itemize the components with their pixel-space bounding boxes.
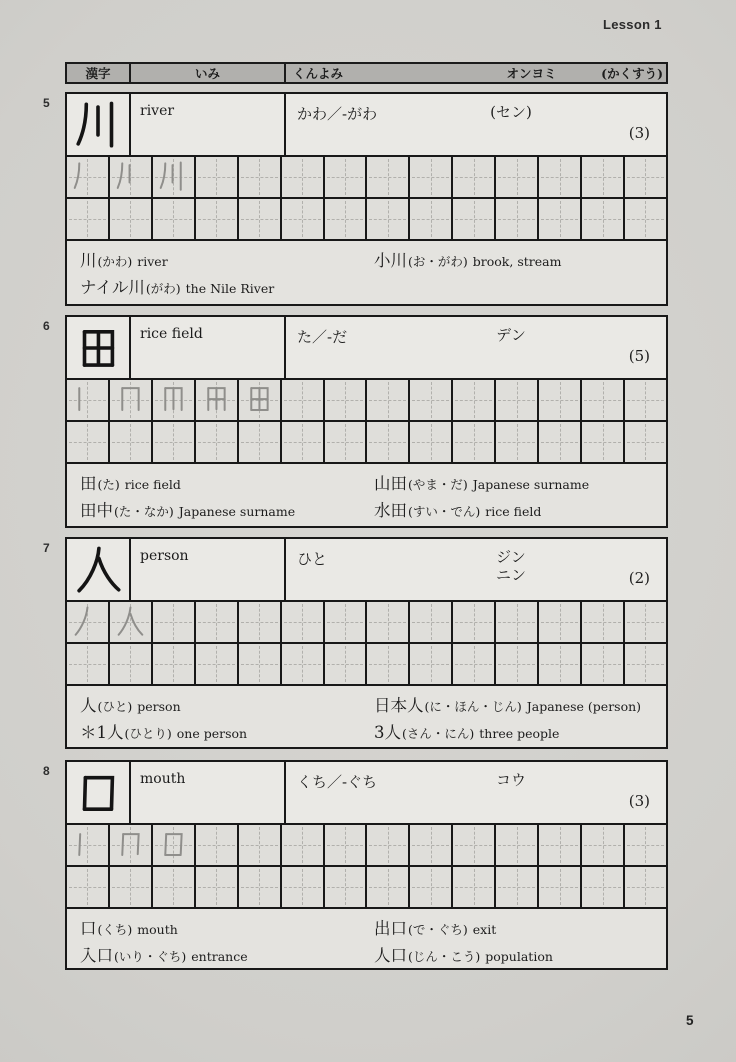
kanji-entry xyxy=(43,760,668,970)
example-gloss: Japanese (person) xyxy=(526,699,642,714)
practice-cell xyxy=(67,380,110,420)
kanji-glyph xyxy=(67,317,131,378)
example-gloss: brook, stream xyxy=(472,254,562,269)
practice-grid-row xyxy=(67,199,666,241)
practice-cell xyxy=(153,644,196,684)
column-header-readings xyxy=(286,64,666,82)
practice-cell xyxy=(196,867,239,907)
practice-cell xyxy=(453,199,496,239)
example-gloss: population xyxy=(485,949,553,964)
kunyomi-reading: かわ／-がわ xyxy=(297,105,378,123)
example-words xyxy=(67,686,666,747)
stroke-order-glyph xyxy=(110,380,151,420)
practice-cell xyxy=(453,602,496,642)
example-reading: (ひと) xyxy=(97,699,133,714)
practice-cell xyxy=(282,825,325,865)
entry-info-row xyxy=(67,539,666,602)
practice-cell xyxy=(539,157,582,197)
kanji-meaning: rice field xyxy=(131,317,286,378)
practice-cell xyxy=(67,602,110,642)
example-reading: (さん・にん) xyxy=(402,726,475,741)
example-item xyxy=(80,247,168,271)
practice-cell xyxy=(496,380,539,420)
example-gloss: the Nile River xyxy=(185,281,275,296)
stroke-order-glyph xyxy=(110,602,151,642)
column-header xyxy=(65,62,668,84)
stroke-order-glyph xyxy=(153,157,194,197)
example-reading: (お・がわ) xyxy=(408,254,468,269)
example-kanji: 小川 xyxy=(374,251,407,270)
practice-cell xyxy=(110,867,153,907)
practice-cell xyxy=(625,422,666,462)
practice-cell xyxy=(325,602,368,642)
practice-cell xyxy=(367,644,410,684)
column-header-onyomi: オンヨミ xyxy=(506,66,557,81)
practice-cell xyxy=(453,157,496,197)
example-item xyxy=(374,915,496,939)
kanji-glyph-drawing xyxy=(71,321,125,375)
practice-cell xyxy=(539,867,582,907)
practice-cell xyxy=(367,380,410,420)
example-kanji: 口 xyxy=(80,919,97,938)
practice-cell xyxy=(582,380,625,420)
practice-cell xyxy=(496,867,539,907)
practice-cell xyxy=(67,825,110,865)
kanji-readings xyxy=(286,317,666,378)
column-header-meaning: いみ xyxy=(131,64,286,82)
practice-cell xyxy=(239,825,282,865)
kunyomi-reading: た／-だ xyxy=(297,328,348,346)
example-gloss: one person xyxy=(176,726,248,741)
practice-cell xyxy=(625,825,666,865)
example-item xyxy=(374,942,553,966)
practice-cell xyxy=(367,867,410,907)
practice-cell xyxy=(582,199,625,239)
onyomi-reading: (セン) xyxy=(490,103,532,121)
column-header-kunyomi: くんよみ xyxy=(293,66,344,81)
practice-grid-row xyxy=(67,422,666,464)
practice-cell xyxy=(625,380,666,420)
practice-cell xyxy=(282,199,325,239)
practice-cell xyxy=(625,602,666,642)
practice-grid-row xyxy=(67,157,666,199)
stroke-order-glyph xyxy=(67,157,108,197)
practice-cell xyxy=(410,602,453,642)
kanji-meaning: river xyxy=(131,94,286,155)
practice-cell xyxy=(153,380,196,420)
practice-cell xyxy=(410,422,453,462)
practice-grid-row xyxy=(67,867,666,909)
practice-cell xyxy=(282,380,325,420)
practice-cell xyxy=(153,602,196,642)
practice-cell xyxy=(410,380,453,420)
entry-info-row xyxy=(67,94,666,157)
stroke-count: (2) xyxy=(628,569,650,587)
example-gloss: entrance xyxy=(191,949,248,964)
entry-info-row xyxy=(67,762,666,825)
practice-cell xyxy=(367,199,410,239)
practice-cell xyxy=(367,157,410,197)
practice-cell xyxy=(282,157,325,197)
practice-cell xyxy=(196,157,239,197)
practice-cell xyxy=(325,157,368,197)
practice-cell xyxy=(582,867,625,907)
example-reading: (に・ほん・じん) xyxy=(424,699,522,714)
practice-cell xyxy=(110,825,153,865)
practice-cell xyxy=(410,157,453,197)
example-kanji: 田中 xyxy=(80,501,113,520)
practice-cell xyxy=(110,644,153,684)
practice-grid-row xyxy=(67,644,666,686)
example-words xyxy=(67,909,666,968)
example-reading: (かわ) xyxy=(97,254,133,269)
practice-cell xyxy=(196,644,239,684)
practice-cell xyxy=(325,380,368,420)
practice-cell xyxy=(410,644,453,684)
stroke-order-glyph xyxy=(239,380,280,420)
practice-cell xyxy=(196,825,239,865)
example-reading: (やま・だ) xyxy=(408,477,468,492)
practice-cell xyxy=(325,825,368,865)
stroke-count: (3) xyxy=(628,124,650,142)
stroke-count: (5) xyxy=(628,347,650,365)
practice-cell xyxy=(367,825,410,865)
practice-cell xyxy=(625,867,666,907)
example-gloss: mouth xyxy=(137,922,178,937)
practice-cell xyxy=(539,380,582,420)
practice-cell xyxy=(153,825,196,865)
practice-cell xyxy=(453,644,496,684)
practice-cell xyxy=(496,157,539,197)
practice-cell xyxy=(110,157,153,197)
practice-cell xyxy=(196,380,239,420)
example-item xyxy=(374,497,541,521)
example-kanji: 人口 xyxy=(374,946,407,965)
entry-number: 5 xyxy=(43,96,50,110)
example-gloss: rice field xyxy=(485,504,542,519)
practice-cell xyxy=(325,422,368,462)
example-kanji: 出口 xyxy=(374,919,407,938)
example-item xyxy=(80,719,247,743)
kunyomi-reading: ひと xyxy=(297,550,328,568)
practice-cell xyxy=(453,867,496,907)
example-reading: (がわ) xyxy=(145,281,181,296)
practice-cell xyxy=(410,199,453,239)
practice-cell xyxy=(153,867,196,907)
kunyomi-reading: くち／-ぐち xyxy=(297,773,378,791)
example-item xyxy=(80,915,178,939)
entry-number: 6 xyxy=(43,319,50,333)
practice-cell xyxy=(625,644,666,684)
practice-grid-row xyxy=(67,825,666,867)
onyomi-reading: ジン ニン xyxy=(495,548,526,584)
example-item xyxy=(80,274,274,298)
practice-cell xyxy=(67,867,110,907)
practice-cell xyxy=(453,825,496,865)
example-kanji: 山田 xyxy=(374,474,407,493)
practice-cell xyxy=(539,602,582,642)
kanji-glyph xyxy=(67,539,131,600)
example-reading: (じん・こう) xyxy=(408,949,481,964)
practice-cell xyxy=(110,380,153,420)
example-kanji: 川 xyxy=(80,251,97,270)
entry-info-row xyxy=(67,317,666,380)
kanji-meaning: mouth xyxy=(131,762,286,823)
example-gloss: three people xyxy=(479,726,560,741)
practice-cell xyxy=(239,199,282,239)
example-gloss: exit xyxy=(472,922,497,937)
lesson-label: Lesson 1 xyxy=(603,17,662,32)
page-number: 5 xyxy=(686,1013,694,1028)
example-reading: (いり・ぐち) xyxy=(114,949,187,964)
kanji-glyph-drawing xyxy=(71,766,125,820)
practice-cell xyxy=(625,157,666,197)
practice-cell xyxy=(539,825,582,865)
kanji-readings xyxy=(286,539,666,600)
example-gloss: river xyxy=(137,254,168,269)
stroke-order-glyph xyxy=(67,380,108,420)
practice-cell xyxy=(282,602,325,642)
example-kanji: 入口 xyxy=(80,946,113,965)
example-item xyxy=(374,719,559,743)
practice-cell xyxy=(239,602,282,642)
practice-cell xyxy=(496,825,539,865)
example-kanji: ＊1人 xyxy=(80,723,124,742)
practice-cell xyxy=(496,199,539,239)
practice-cell xyxy=(582,644,625,684)
practice-cell xyxy=(110,602,153,642)
practice-cell xyxy=(282,867,325,907)
practice-cell xyxy=(153,199,196,239)
practice-cell xyxy=(367,422,410,462)
stroke-order-glyph xyxy=(67,825,108,865)
practice-cell xyxy=(325,644,368,684)
example-gloss: rice field xyxy=(124,477,181,492)
stroke-order-glyph xyxy=(153,825,194,865)
practice-cell xyxy=(196,422,239,462)
example-kanji: 日本人 xyxy=(374,696,424,715)
example-item xyxy=(374,274,380,293)
kanji-meaning: person xyxy=(131,539,286,600)
practice-cell xyxy=(325,867,368,907)
practice-cell xyxy=(110,199,153,239)
example-item xyxy=(80,692,181,716)
example-words xyxy=(67,464,666,526)
kanji-glyph xyxy=(67,94,131,155)
kanji-glyph-drawing xyxy=(71,543,125,597)
example-reading: (くち) xyxy=(97,922,133,937)
example-kanji: 水田 xyxy=(374,501,407,520)
practice-cell xyxy=(239,157,282,197)
example-kanji: ナイル川 xyxy=(80,278,145,297)
onyomi-reading: デン xyxy=(496,326,526,344)
kanji-entry xyxy=(43,537,668,749)
practice-cell xyxy=(625,199,666,239)
column-header-strokecount: (かくすう) xyxy=(601,66,663,81)
practice-cell xyxy=(67,157,110,197)
practice-cell xyxy=(410,867,453,907)
practice-cell xyxy=(282,644,325,684)
column-header-kanji: 漢字 xyxy=(67,64,131,82)
example-item xyxy=(374,247,561,271)
example-item xyxy=(80,470,181,494)
practice-cell xyxy=(582,157,625,197)
kanji-entry xyxy=(43,92,668,306)
example-kanji: 田 xyxy=(80,474,97,493)
example-item xyxy=(80,942,248,966)
example-gloss: person xyxy=(137,699,181,714)
practice-cell xyxy=(239,422,282,462)
practice-cell xyxy=(282,422,325,462)
practice-cell xyxy=(239,380,282,420)
kanji-entry xyxy=(43,315,668,528)
practice-cell xyxy=(496,602,539,642)
practice-cell xyxy=(153,422,196,462)
example-item xyxy=(374,470,589,494)
practice-cell xyxy=(539,422,582,462)
practice-cell xyxy=(67,644,110,684)
kanji-glyph xyxy=(67,762,131,823)
example-item xyxy=(374,692,641,716)
example-reading: (ひとり) xyxy=(124,726,172,741)
stroke-order-glyph xyxy=(67,602,108,642)
practice-cell xyxy=(453,422,496,462)
practice-cell xyxy=(153,157,196,197)
entry-number: 8 xyxy=(43,764,50,778)
onyomi-reading: コウ xyxy=(495,771,526,789)
practice-cell xyxy=(110,422,153,462)
practice-cell xyxy=(67,422,110,462)
example-reading: (で・ぐち) xyxy=(408,922,468,937)
practice-cell xyxy=(496,422,539,462)
practice-cell xyxy=(582,422,625,462)
stroke-order-glyph xyxy=(196,380,237,420)
practice-cell xyxy=(582,825,625,865)
practice-grid-row xyxy=(67,602,666,644)
practice-cell xyxy=(239,867,282,907)
kanji-glyph-drawing xyxy=(71,98,125,152)
practice-cell xyxy=(67,199,110,239)
kanji-readings xyxy=(286,762,666,823)
stroke-order-glyph xyxy=(153,380,194,420)
example-words xyxy=(67,241,666,304)
stroke-count: (3) xyxy=(628,792,650,810)
example-gloss: Japanese surname xyxy=(472,477,590,492)
practice-cell xyxy=(196,602,239,642)
stroke-order-glyph xyxy=(110,825,151,865)
practice-cell xyxy=(367,602,410,642)
practice-cell xyxy=(582,602,625,642)
practice-cell xyxy=(325,199,368,239)
practice-cell xyxy=(453,380,496,420)
practice-cell xyxy=(239,644,282,684)
stroke-order-glyph xyxy=(110,157,151,197)
entry-number: 7 xyxy=(43,541,50,555)
example-reading: (た・なか) xyxy=(114,504,174,519)
practice-cell xyxy=(196,199,239,239)
example-reading: (すい・でん) xyxy=(408,504,481,519)
example-item xyxy=(80,497,295,521)
practice-cell xyxy=(539,199,582,239)
kanji-readings xyxy=(286,94,666,155)
practice-grid-row xyxy=(67,380,666,422)
example-kanji: 人 xyxy=(80,696,97,715)
example-kanji: 3人 xyxy=(374,723,401,742)
example-reading: (た) xyxy=(97,477,120,492)
example-gloss: Japanese surname xyxy=(178,504,296,519)
practice-cell xyxy=(496,644,539,684)
practice-cell xyxy=(410,825,453,865)
practice-cell xyxy=(539,644,582,684)
